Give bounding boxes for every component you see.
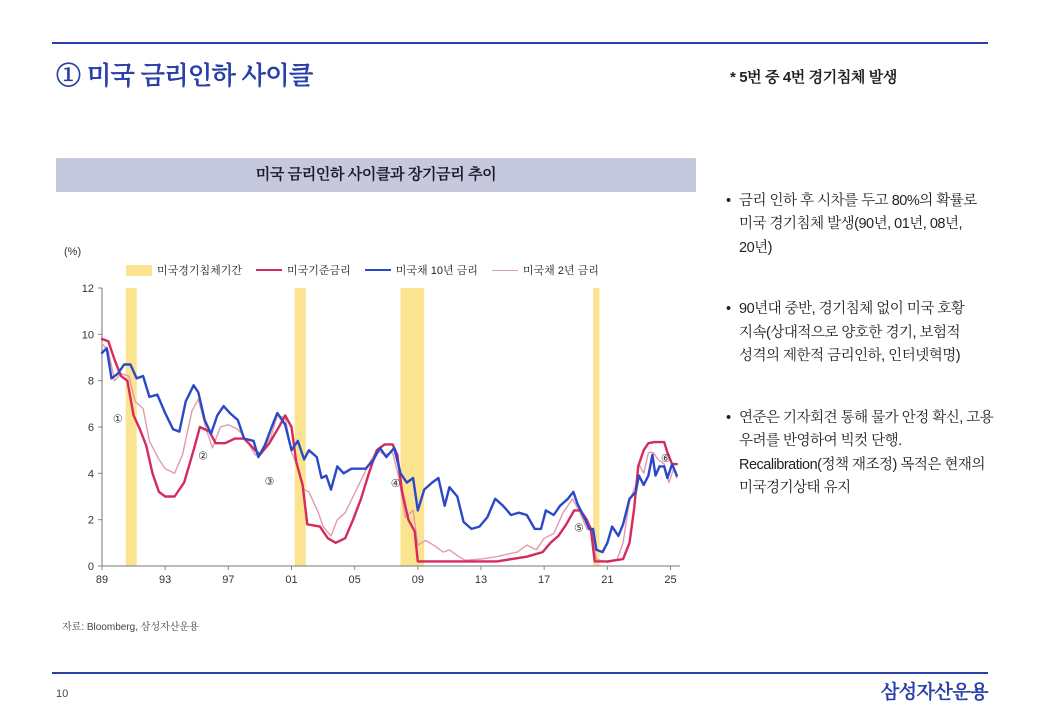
x-tick-label: 89 — [95, 574, 109, 586]
y-tick-label: 6 — [87, 422, 94, 434]
ust10y-swatch — [365, 269, 391, 271]
legend-item-ust2y — [492, 262, 599, 278]
x-tick-label: 21 — [601, 574, 614, 586]
chart-body — [56, 192, 696, 622]
header-note: * 5번 중 4번 경기침체 발생 — [730, 69, 897, 86]
page-number: 10 — [56, 688, 69, 700]
recession-band-swatch — [126, 265, 152, 276]
chart-card — [56, 158, 696, 622]
legend-item-ust10y — [365, 262, 478, 278]
x-tick-label: 93 — [159, 574, 172, 586]
top-divider — [52, 42, 988, 44]
legend-label: 미국경기침체기간 — [157, 265, 243, 277]
chart-legend — [126, 262, 599, 278]
x-tick-label: 05 — [348, 574, 361, 586]
chart-annotation: ② — [198, 450, 209, 463]
series-line — [102, 348, 677, 552]
y-tick-label: 10 — [81, 329, 94, 342]
chart-title: 미국 금리인하 사이클과 장기금리 추이 — [56, 158, 696, 192]
chart-annotation: ④ — [390, 478, 401, 491]
bullet-item: • 90년대 중반, 경기침체 없이 미국 호황 지속(상대적으로 양호한 경기, 보험적 성격의 제한적 금리인하, 인터넷혁명) — [726, 298, 994, 368]
legend-label: 미국채 10년 금리 — [395, 265, 478, 277]
chart-annotation: ⑤ — [573, 522, 584, 535]
legend-item-policy-rate — [256, 262, 351, 278]
y-tick-label: 4 — [87, 468, 94, 481]
bullet-item: • 금리 인하 후 시차를 두고 80%의 확률로 미국 경기침체 발생(90년, 01년, 08년, 20년) — [726, 190, 994, 260]
legend-label: 미국기준금리 — [287, 265, 351, 277]
bullet-list — [726, 190, 994, 539]
page-title: ① 미국 금리인하 사이클 — [56, 62, 313, 90]
recession-band — [400, 288, 424, 566]
brand-logo: 삼성자산운용 — [880, 682, 988, 703]
y-tick-label: 2 — [87, 514, 94, 527]
legend-item-recession — [126, 262, 242, 278]
axis-unit-label: (%) — [64, 246, 82, 258]
recession-band — [593, 288, 599, 566]
chart-annotation: ⑥ — [660, 452, 671, 465]
x-tick-label: 17 — [538, 574, 551, 586]
y-tick-label: 0 — [87, 561, 94, 573]
bullet-item: • 연준은 기자회견 통해 물가 안정 확신, 고용 우려를 반영하여 빅컷 단행. Recalibration(정책 재조정) 목적은 현재의 미국경기상태 유지 — [726, 407, 994, 501]
legend-label: 미국채 2년 금리 — [522, 265, 599, 277]
chart-annotation: ③ — [264, 475, 275, 488]
y-tick-label: 8 — [87, 375, 94, 388]
y-tick-label: 12 — [81, 283, 94, 295]
recession-band — [295, 288, 306, 566]
x-tick-label: 13 — [474, 574, 488, 586]
x-tick-label: 25 — [664, 574, 677, 586]
recession-band — [126, 288, 137, 566]
x-tick-label: 09 — [411, 574, 424, 586]
x-tick-label: 97 — [222, 574, 235, 586]
chart-annotation: ① — [112, 413, 123, 426]
policy-rate-swatch — [256, 269, 282, 271]
ust2y-swatch — [492, 270, 518, 271]
bottom-divider — [52, 672, 988, 674]
line-chart-plot — [56, 192, 696, 622]
chart-source: 자료: Bloomberg, 삼성자산운용 — [62, 622, 199, 633]
x-tick-label: 01 — [285, 574, 298, 586]
